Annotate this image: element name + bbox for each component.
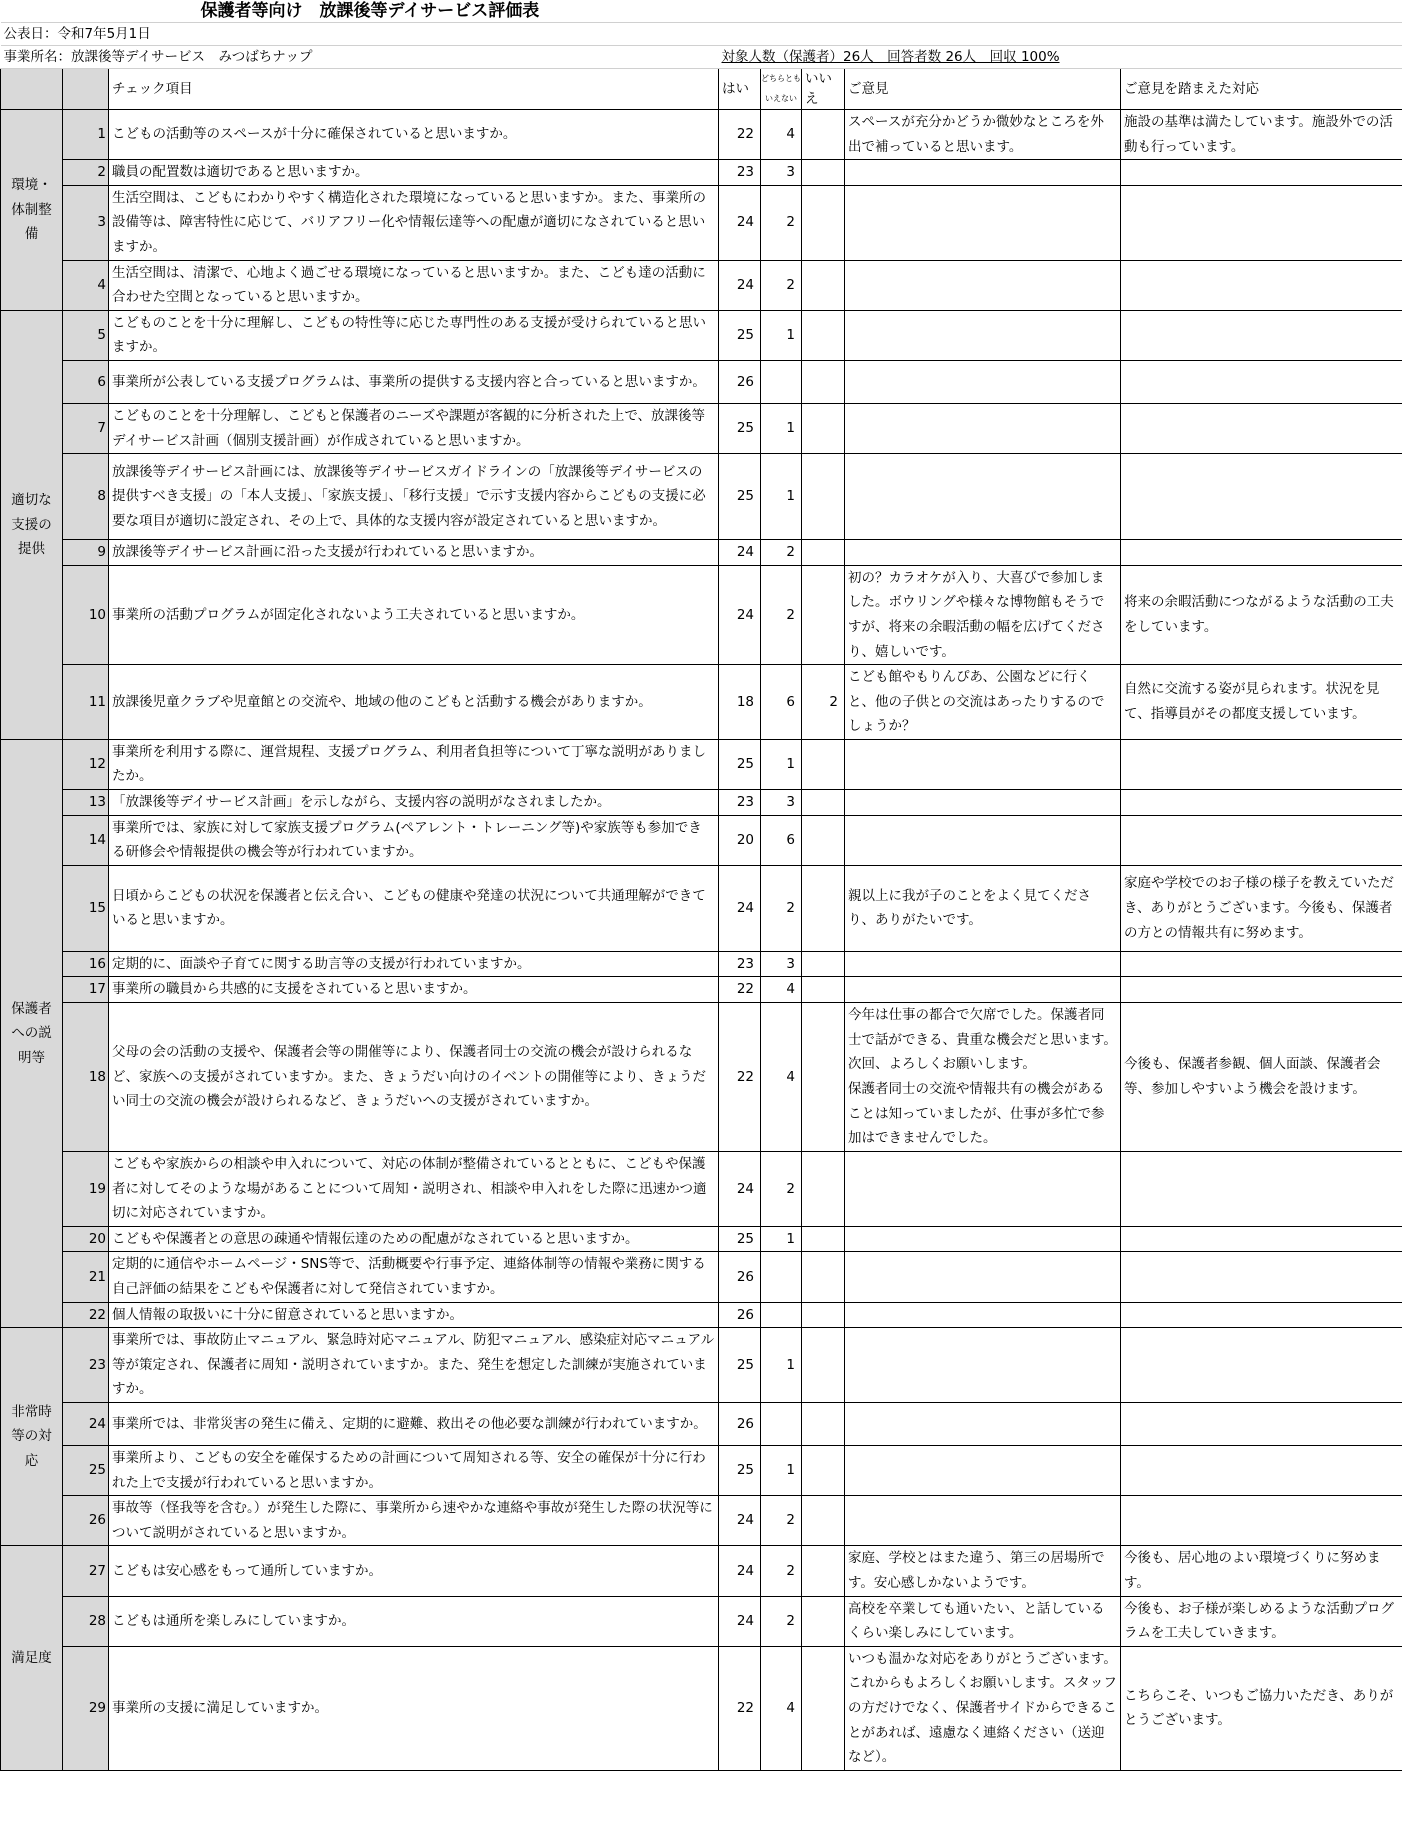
response-cell: 将来の余暇活動につながるような活動の工夫をしています。 [1121, 565, 1402, 664]
question-cell: 放課後等デイサービス計画に沿った支援が行われていると思いますか。 [109, 540, 719, 566]
table-row [1, 1252, 1402, 1302]
neutral-count: 2 [761, 540, 802, 566]
opinion-cell: 家庭、学校とはまた違う、第三の居場所です。安心感しかないようです。 [845, 1546, 1121, 1596]
no-count: 2 [802, 665, 845, 740]
row-number: 29 [63, 1646, 109, 1770]
yes-count: 24 [719, 1546, 761, 1596]
table-row [1, 1302, 1402, 1328]
opinion-cell: スペースが充分かどうか微妙なところを外出で補っていると思います。 [845, 110, 1121, 160]
table-row [1, 160, 1402, 186]
no-count [802, 1152, 845, 1227]
table-row [1, 185, 1402, 260]
row-number: 7 [63, 403, 109, 453]
neutral-count: 6 [761, 815, 802, 865]
neutral-count: 2 [761, 865, 802, 951]
question-cell: こどもは通所を楽しみにしていますか。 [109, 1596, 719, 1646]
table-row [1, 1152, 1402, 1227]
table-row [1, 790, 1402, 816]
opinion-cell [845, 977, 1121, 1003]
yes-count: 24 [719, 540, 761, 566]
no-count [802, 565, 845, 664]
published-date: 公表日：令和7年5月1日 [1, 23, 1402, 46]
no-count [802, 1596, 845, 1646]
table-row [1, 1402, 1402, 1445]
opinion-cell [845, 1252, 1121, 1302]
response-cell: 自然に交流する姿が見られます。状況を見て、指導員がその都度支援しています。 [1121, 665, 1402, 740]
question-cell: 事業所の活動プログラムが固定化されないよう工夫されていると思いますか。 [109, 565, 719, 664]
neutral-count: 1 [761, 310, 802, 360]
table-row [1, 110, 1402, 160]
row-number: 8 [63, 454, 109, 540]
yes-count: 24 [719, 1596, 761, 1646]
yes-count: 22 [719, 110, 761, 160]
question-cell: 事業所では、非常災害の発生に備え、定期的に避難、救出その他必要な訓練が行われていますか。 [109, 1402, 719, 1445]
neutral-count [761, 1252, 802, 1302]
question-cell: 生活空間は、清潔で、心地よく過ごせる環境になっていると思いますか。また、こども達の活動に合わせた空間となっていると思いますか。 [109, 260, 719, 310]
row-number: 15 [63, 865, 109, 951]
yes-count: 23 [719, 160, 761, 186]
no-count [802, 1226, 845, 1252]
question-cell: 事業所より、こどもの安全を確保するための計画について周知される等、安全の確保が十分に行われた上で支援が行われていると思いますか。 [109, 1445, 719, 1495]
response-cell [1121, 454, 1402, 540]
question-cell: こどものことを十分に理解し、こどもの特性等に応じた専門性のある支援が受けられていると思いますか。 [109, 310, 719, 360]
question-cell: 職員の配置数は適切であると思いますか。 [109, 160, 719, 186]
no-count [802, 160, 845, 186]
opinion-cell [845, 260, 1121, 310]
opinion-cell [845, 739, 1121, 789]
table-row [1, 1546, 1402, 1596]
table-row [1, 540, 1402, 566]
question-cell: 定期的に、面談や子育てに関する助言等の支援が行われていますか。 [109, 951, 719, 977]
row-number: 14 [63, 815, 109, 865]
opinion-cell: 親以上に我が子のことをよく見てくださり、ありがたいです。 [845, 865, 1121, 951]
opinion-cell [845, 815, 1121, 865]
opinion-cell [845, 1152, 1121, 1227]
no-count [802, 185, 845, 260]
no-count [802, 110, 845, 160]
response-cell [1121, 185, 1402, 260]
yes-count: 24 [719, 865, 761, 951]
question-cell: 事業所の職員から共感的に支援をされていると思いますか。 [109, 977, 719, 1003]
row-number: 22 [63, 1302, 109, 1328]
question-cell: 放課後等デイサービス計画には、放課後等デイサービスガイドラインの「放課後等デイサービスの提供すべき支援」の「本人支援」、「家族支援」、「移行支援」で示す支援内容からこどもの支援に必要な項目が適切に設定され、その上で、具体的な支援内容が設定されていると思いますか。 [109, 454, 719, 540]
category-cell: 満足度 [1, 1546, 63, 1770]
neutral-count: 6 [761, 665, 802, 740]
response-cell: 施設の基準は満たしています。施設外での活動も行っています。 [1121, 110, 1402, 160]
no-count [802, 260, 845, 310]
yes-count: 25 [719, 1328, 761, 1403]
opinion-cell [845, 790, 1121, 816]
yes-count: 24 [719, 1496, 761, 1546]
row-number: 26 [63, 1496, 109, 1546]
response-cell [1121, 1328, 1402, 1403]
row-number: 5 [63, 310, 109, 360]
row-number: 17 [63, 977, 109, 1003]
table-row [1, 1496, 1402, 1546]
no-count [802, 1646, 845, 1770]
row-number: 27 [63, 1546, 109, 1596]
response-cell [1121, 310, 1402, 360]
page-title: 保護者等向け 放課後等デイサービス評価表 [1, 0, 1402, 23]
question-cell: 「放課後等デイサービス計画」を示しながら、支援内容の説明がなされましたか。 [109, 790, 719, 816]
no-count [802, 454, 845, 540]
question-cell: 事業所が公表している支援プログラムは、事業所の提供する支援内容と合っていると思いますか。 [109, 360, 719, 403]
yes-count: 24 [719, 185, 761, 260]
neutral-count: 4 [761, 1646, 802, 1770]
question-cell: 事業所では、家族に対して家族支援プログラム(ペアレント・トレーニング等)や家族等も参加できる研修会や情報提供の機会等が行われていますか。 [109, 815, 719, 865]
opinion-cell [845, 310, 1121, 360]
number-header [63, 69, 109, 110]
yes-count: 25 [719, 1226, 761, 1252]
yes-count: 24 [719, 260, 761, 310]
opinion-cell [845, 1445, 1121, 1495]
table-row [1, 1445, 1402, 1495]
category-header [1, 69, 63, 110]
no-column-header: いいえ [802, 69, 845, 110]
question-cell: 定期的に通信やホームページ・SNS等で、活動概要や行事予定、連絡体制等の情報や業務に関する自己評価の結果をこどもや保護者に対して発信されていますか。 [109, 1252, 719, 1302]
neutral-count: 4 [761, 110, 802, 160]
neutral-count: 1 [761, 1328, 802, 1403]
no-count [802, 1003, 845, 1152]
row-number: 10 [63, 565, 109, 664]
neutral-count: 2 [761, 565, 802, 664]
category-cell: 環境・体制整備 [1, 110, 63, 311]
opinion-cell [845, 403, 1121, 453]
row-number: 19 [63, 1152, 109, 1227]
response-cell: こちらこそ、いつもご協力いただき、ありがとうございます。 [1121, 1646, 1402, 1770]
row-number: 18 [63, 1003, 109, 1152]
question-cell: こどもや家族からの相談や申入れについて、対応の体制が整備されているとともに、こどもや保護者に対してそのような場があることについて周知・説明され、相談や申入れをした際に迅速かつ適切に対応されていますか。 [109, 1152, 719, 1227]
no-count [802, 739, 845, 789]
response-cell [1121, 540, 1402, 566]
row-number: 23 [63, 1328, 109, 1403]
response-cell: 今後も、保護者参観、個人面談、保護者会等、参加しやすいよう機会を設けます。 [1121, 1003, 1402, 1152]
no-count [802, 977, 845, 1003]
yes-count: 25 [719, 1445, 761, 1495]
question-cell: こどもや保護者との意思の疎通や情報伝達のための配慮がなされていると思いますか。 [109, 1226, 719, 1252]
opinion-cell: 高校を卒業しても通いたい、と話しているくらい楽しみにしています。 [845, 1596, 1121, 1646]
table-row [1, 454, 1402, 540]
opinion-cell [845, 1496, 1121, 1546]
neutral-count: 2 [761, 1496, 802, 1546]
no-count [802, 540, 845, 566]
row-number: 25 [63, 1445, 109, 1495]
no-count [802, 1496, 845, 1546]
yes-count: 25 [719, 310, 761, 360]
no-count [802, 951, 845, 977]
response-cell [1121, 360, 1402, 403]
neutral-count: 2 [761, 185, 802, 260]
question-cell: 事業所では、事故防止マニュアル、緊急時対応マニュアル、防犯マニュアル、感染症対応マニュアル等が策定され、保護者に周知・説明されていますか。また、発生を想定した訓練が実施されていますか。 [109, 1328, 719, 1403]
table-row [1, 1003, 1402, 1152]
opinion-cell [845, 160, 1121, 186]
table-row [1, 951, 1402, 977]
row-number: 28 [63, 1596, 109, 1646]
no-count [802, 1328, 845, 1403]
opinion-cell: 今年は仕事の都合で欠席でした。保護者同士で話ができる、貴重な機会だと思います。次回、よろしくお願いします。 保護者同士の交流や情報共有の機会があることは知っていましたが、仕事が多忙で参加はできませんでした。 [845, 1003, 1121, 1152]
neutral-count: 3 [761, 160, 802, 186]
question-cell: 父母の会の活動の支援や、保護者会等の開催等により、保護者同士の交流の機会が設けられるなど、家族への支援がされていますか。また、きょうだい向けのイベントの開催等により、きょうだい同士の交流の機会が設けられるなど、きょうだいへの支援がされていますか。 [109, 1003, 719, 1152]
neutral-count: 1 [761, 1445, 802, 1495]
opinion-cell [845, 185, 1121, 260]
opinion-cell [845, 360, 1121, 403]
response-cell [1121, 160, 1402, 186]
row-number: 21 [63, 1252, 109, 1302]
neutral-count: 2 [761, 1152, 802, 1227]
neutral-count: 1 [761, 739, 802, 789]
question-cell: 生活空間は、こどもにわかりやすく構造化された環境になっていると思いますか。また、事業所の設備等は、障害特性に応じて、バリアフリー化や情報伝達等への配慮が適切になされていると思いますか。 [109, 185, 719, 260]
no-count [802, 360, 845, 403]
table-row [1, 403, 1402, 453]
no-count [802, 1302, 845, 1328]
response-stats: 対象人数（保護者）26人 回答者数 26人 回収 100% [719, 46, 1402, 69]
table-row [1, 977, 1402, 1003]
response-column-header: ご意見を踏まえた対応 [1121, 69, 1402, 110]
opinion-cell [845, 540, 1121, 566]
yes-count: 25 [719, 739, 761, 789]
no-count [802, 790, 845, 816]
opinion-cell [845, 951, 1121, 977]
neutral-count: 3 [761, 951, 802, 977]
response-cell: 今後も、お子様が楽しめるような活動プログラムを工夫していきます。 [1121, 1596, 1402, 1646]
yes-count: 24 [719, 1152, 761, 1227]
table-row [1, 865, 1402, 951]
no-count [802, 1252, 845, 1302]
no-count [802, 310, 845, 360]
row-number: 2 [63, 160, 109, 186]
response-cell [1121, 1226, 1402, 1252]
table-row [1, 310, 1402, 360]
opinion-cell: いつも温かな対応をありがとうございます。これからもよろしくお願いします。スタッフの方だけでなく、保護者サイドからできることがあれば、遠慮なく連絡ください（送迎など）。 [845, 1646, 1121, 1770]
question-cell: 事故等（怪我等を含む。）が発生した際に、事業所から速やかな連絡や事故が発生した際の状況等について説明がされていると思いますか。 [109, 1496, 719, 1546]
question-cell: こどもの活動等のスペースが十分に確保されていると思いますか。 [109, 110, 719, 160]
response-cell [1121, 1445, 1402, 1495]
yes-column-header: はい [719, 69, 761, 110]
category-cell: 保護者への説明等 [1, 739, 63, 1327]
neutral-count: 2 [761, 260, 802, 310]
yes-count: 22 [719, 1646, 761, 1770]
no-count [802, 865, 845, 951]
table-row [1, 815, 1402, 865]
neutral-count: 2 [761, 1596, 802, 1646]
row-number: 24 [63, 1402, 109, 1445]
row-number: 13 [63, 790, 109, 816]
response-cell [1121, 1302, 1402, 1328]
response-cell [1121, 977, 1402, 1003]
table-row [1, 1328, 1402, 1403]
question-cell: 個人情報の取扱いに十分に留意されていると思いますか。 [109, 1302, 719, 1328]
table-row [1, 665, 1402, 740]
row-number: 11 [63, 665, 109, 740]
neutral-count: 4 [761, 977, 802, 1003]
neutral-column-header: どちらとも いえない [761, 69, 802, 110]
response-cell [1121, 790, 1402, 816]
row-number: 12 [63, 739, 109, 789]
neutral-count: 3 [761, 790, 802, 816]
opinion-cell [845, 1328, 1121, 1403]
yes-count: 23 [719, 790, 761, 816]
yes-count: 26 [719, 1402, 761, 1445]
opinion-cell [845, 454, 1121, 540]
no-count [802, 1546, 845, 1596]
response-cell [1121, 951, 1402, 977]
table-row [1, 260, 1402, 310]
yes-count: 25 [719, 454, 761, 540]
yes-count: 25 [719, 403, 761, 453]
neutral-count: 2 [761, 1546, 802, 1596]
response-cell [1121, 1152, 1402, 1227]
response-cell: 家庭や学校でのお子様の様子を教えていただき、ありがとうございます。今後も、保護者の方との情報共有に努めます。 [1121, 865, 1402, 951]
yes-count: 22 [719, 1003, 761, 1152]
table-row [1, 1226, 1402, 1252]
question-cell: 事業所を利用する際に、運営規程、支援プログラム、利用者負担等について丁寧な説明がありましたか。 [109, 739, 719, 789]
row-number: 4 [63, 260, 109, 310]
row-number: 1 [63, 110, 109, 160]
row-number: 16 [63, 951, 109, 977]
question-cell: こどものことを十分理解し、こどもと保護者のニーズや課題が客観的に分析された上で、放課後等デイサービス計画（個別支援計画）が作成されていると思いますか。 [109, 403, 719, 453]
question-cell: 事業所の支援に満足していますか。 [109, 1646, 719, 1770]
yes-count: 23 [719, 951, 761, 977]
table-row [1, 739, 1402, 789]
no-count [802, 815, 845, 865]
opinion-cell: 初の？カラオケが入り、大喜びで参加しました。ボウリングや様々な博物館もそうですが、将来の余暇活動の幅を広げてくださり、嬉しいです。 [845, 565, 1121, 664]
neutral-count [761, 360, 802, 403]
opinion-cell [845, 1302, 1121, 1328]
yes-count: 26 [719, 1302, 761, 1328]
yes-count: 26 [719, 1252, 761, 1302]
neutral-count: 1 [761, 403, 802, 453]
yes-count: 18 [719, 665, 761, 740]
row-number: 20 [63, 1226, 109, 1252]
yes-count: 22 [719, 977, 761, 1003]
response-cell [1121, 739, 1402, 789]
neutral-count [761, 1402, 802, 1445]
yes-count: 24 [719, 565, 761, 664]
response-cell [1121, 1496, 1402, 1546]
response-cell [1121, 260, 1402, 310]
no-count [802, 403, 845, 453]
table-row [1, 1646, 1402, 1770]
response-cell [1121, 815, 1402, 865]
neutral-count: 4 [761, 1003, 802, 1152]
question-cell: 日頃からこどもの状況を保護者と伝え合い、こどもの健康や発達の状況について共通理解ができていると思いますか。 [109, 865, 719, 951]
table-row [1, 1596, 1402, 1646]
opinion-cell [845, 1226, 1121, 1252]
table-body [1, 110, 1402, 1771]
question-cell: こどもは安心感をもって通所していますか。 [109, 1546, 719, 1596]
category-cell: 適切な支援の提供 [1, 310, 63, 739]
office-name: 事業所名：放課後等デイサービス みつばちナップ [1, 46, 719, 69]
neutral-count: 1 [761, 1226, 802, 1252]
column-header-row [1, 69, 1402, 110]
table-row [1, 360, 1402, 403]
row-number: 3 [63, 185, 109, 260]
table-row [1, 565, 1402, 664]
yes-count: 20 [719, 815, 761, 865]
question-cell: 放課後児童クラブや児童館との交流や、地域の他のこどもと活動する機会がありますか。 [109, 665, 719, 740]
row-number: 6 [63, 360, 109, 403]
response-cell: 今後も、居心地のよい環境づくりに努めます。 [1121, 1546, 1402, 1596]
response-cell [1121, 403, 1402, 453]
response-cell [1121, 1402, 1402, 1445]
category-cell: 非常時等の対応 [1, 1328, 63, 1546]
row-number: 9 [63, 540, 109, 566]
neutral-count: 1 [761, 454, 802, 540]
opinion-column-header: ご意見 [845, 69, 1121, 110]
neutral-count [761, 1302, 802, 1328]
opinion-cell: こども館やもりんぴあ、公園などに行くと、他の子供との交流はあったりするのでしょうか？ [845, 665, 1121, 740]
item-column-header: チェック項目 [109, 69, 719, 110]
response-cell [1121, 1252, 1402, 1302]
yes-count: 26 [719, 360, 761, 403]
opinion-cell [845, 1402, 1121, 1445]
no-count [802, 1402, 845, 1445]
no-count [802, 1445, 845, 1495]
